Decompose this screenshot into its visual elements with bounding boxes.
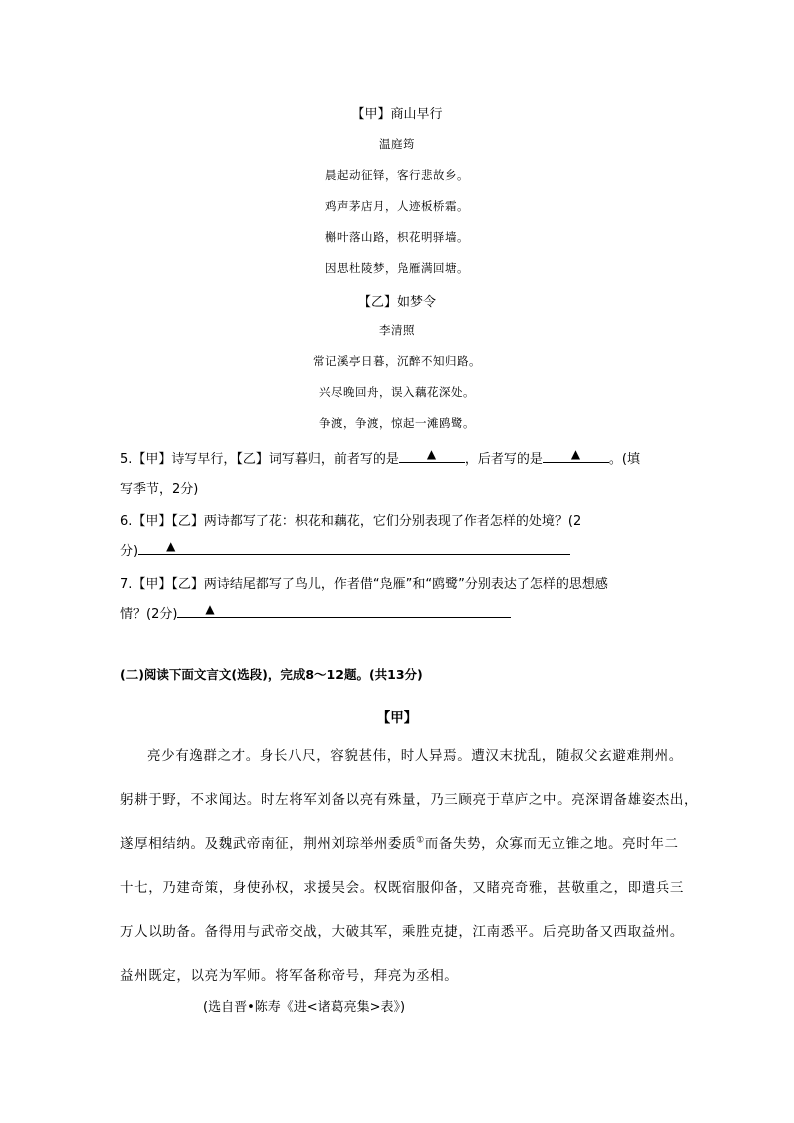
triangle-icon: ▲ xyxy=(570,447,581,461)
prose-line-5: 万人以助备。备得用与武帝交战，大破其军，乘胜克捷，江南悉平。后亮助备又西取益州。 xyxy=(120,924,684,940)
question-5 xyxy=(120,448,640,467)
q5-text-a: 5.【甲】诗写早行，【乙】词写暮归，前者写的是 xyxy=(120,452,399,467)
poem-b-author: 李清照 xyxy=(379,323,415,337)
poem-a-title: 【甲】商山早行 xyxy=(351,107,443,122)
prose-line-3-part-2: 而备失势，众寡而无立锥之地。亮时年二 xyxy=(424,836,679,852)
q7-text: 情？(2分) xyxy=(120,607,178,622)
source-citation: (选自晋•陈寿《进<诸葛亮集>表》) xyxy=(203,1000,406,1015)
poem-a-line-1: 晨起动征铎，客行悲故乡。 xyxy=(325,168,469,182)
triangle-icon: ▲ xyxy=(166,539,176,553)
prose-line-1: 亮少有逸群之才。身长八尺，容貌甚伟，时人异焉。遭汉末扰乱，随叔父玄避难荆州。 xyxy=(147,748,683,764)
q5-text-c: 。(填 xyxy=(608,452,640,467)
poem-a-author: 温庭筠 xyxy=(379,137,415,151)
prose-line-6: 益州既定，以亮为军师。将军备称帝号，拜亮为丞相。 xyxy=(120,968,459,984)
triangle-icon: ▲ xyxy=(426,447,437,461)
question-6-line-1: 6.【甲】【乙】两诗都写了花：枳花和藕花，它们分别表现了作者怎样的处境？(2 xyxy=(120,514,582,529)
q7-answer-blank[interactable] xyxy=(177,603,511,618)
section-2-label: 【甲】 xyxy=(376,710,418,726)
q5-line-2: 写季节，2分) xyxy=(120,482,199,497)
question-7-line-1: 7.【甲】【乙】两诗结尾都写了鸟儿，作者借“凫雁”和“鸥鹭”分别表达了怎样的思想感 xyxy=(120,577,608,592)
poem-b-line-3: 争渡，争渡，惊起一滩鸥鹭。 xyxy=(319,416,475,430)
q5-text-b: ，后者写的是 xyxy=(464,452,543,467)
footnote-marker: ① xyxy=(416,835,425,846)
poem-a-line-2: 鸡声茅店月，人迹板桥霜。 xyxy=(325,199,469,213)
poem-b-line-1: 常记溪亭日暮，沉醉不知归路。 xyxy=(313,354,481,368)
q5-answer-blank-2[interactable] xyxy=(543,448,609,463)
poem-a-line-4: 因思杜陵梦，凫雁满回塘。 xyxy=(325,261,469,275)
poem-b-line-2: 兴尽晚回舟，误入藕花深处。 xyxy=(319,385,475,399)
prose-line-3-part-1: 遂厚相结纳。及魏武帝南征，荆州刘琮举州委质 xyxy=(120,836,417,852)
prose-line-2: 躬耕于野，不求闻达。时左将军刘备以亮有殊量，乃三顾亮于草庐之中。亮深谓备雄姿杰出， xyxy=(120,792,699,808)
q6-answer-blank[interactable] xyxy=(138,540,570,555)
prose-line-3 xyxy=(120,832,679,852)
prose-line-4: 十七，乃建奇策，身使孙权，求援吴会。权既宿服仰备，又睹亮奇雅，甚敬重之，即遣兵三 xyxy=(120,880,684,896)
section-2-heading: (二)阅读下面文言文(选段)，完成8～12题。(共13分) xyxy=(120,667,423,682)
poem-a-line-3: 槲叶落山路，枳花明驿墙。 xyxy=(325,230,469,244)
poem-b-title: 【乙】如梦令 xyxy=(357,295,436,310)
triangle-icon: ▲ xyxy=(205,602,215,616)
question-7-line-2 xyxy=(120,603,511,622)
question-6-line-2 xyxy=(120,540,570,559)
q6-text: 分) xyxy=(120,544,139,559)
q5-answer-blank-1[interactable] xyxy=(399,448,465,463)
